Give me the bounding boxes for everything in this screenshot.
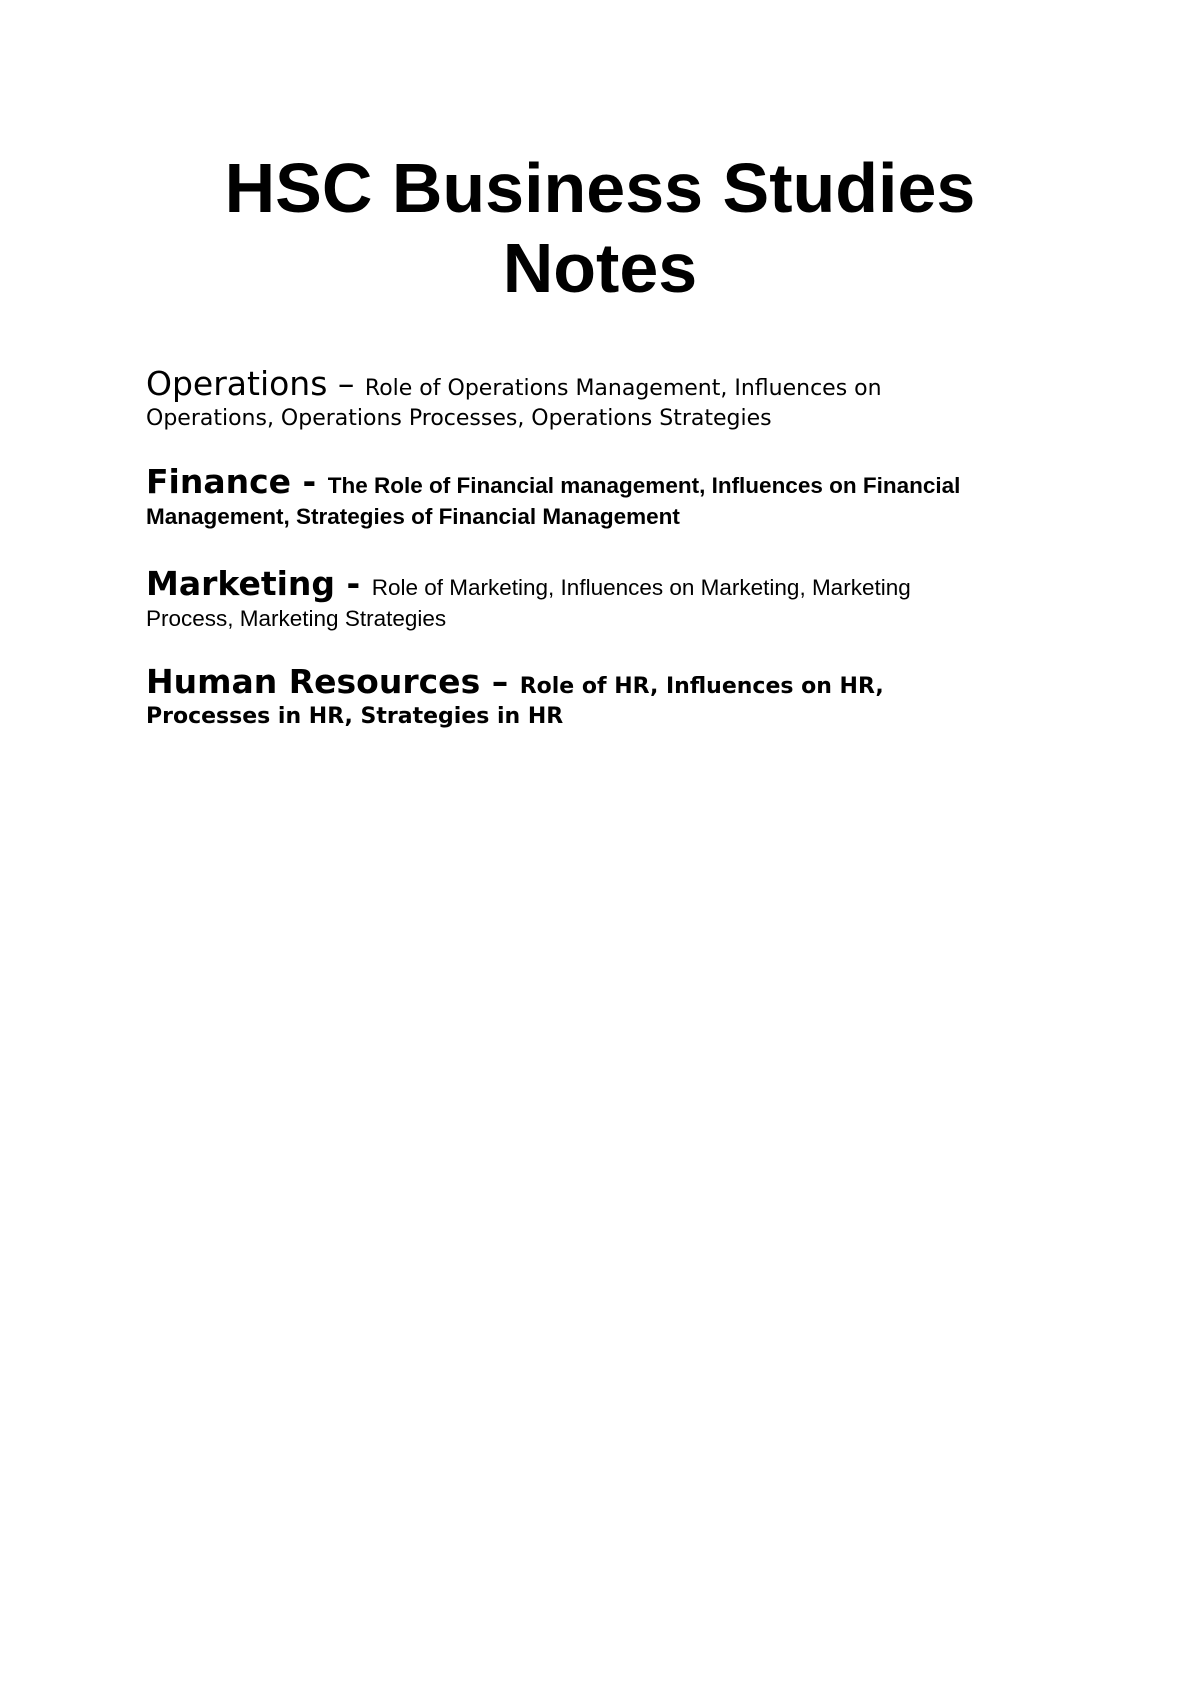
topic-marketing-summary: Role of Marketing, Influences on Marketing, Marketing <box>371 575 911 600</box>
topic-finance-line-1 <box>146 462 1046 502</box>
topic-marketing-line-2: Process, Marketing Strategies <box>146 606 447 631</box>
topic-human-resources-separator: – <box>480 662 520 701</box>
topic-operations-line-2: Operations, Operations Processes, Operations Strategies <box>146 406 772 431</box>
topic-human-resources <box>146 662 1046 732</box>
document-title-line-2: Notes <box>502 229 698 307</box>
topic-finance-line-2: Management, Strategies of Financial Management <box>146 504 680 529</box>
topic-finance <box>146 462 1046 532</box>
topic-human-resources-heading: Human Resources <box>146 662 481 701</box>
topic-finance-heading: Finance <box>146 462 292 501</box>
topic-marketing-line-1 <box>146 564 1046 604</box>
topic-operations-summary: Role of Operations Management, Influences on <box>364 376 882 401</box>
topic-marketing-separator: - <box>335 564 372 603</box>
document-title-line-1: HSC Business Studies <box>224 149 976 227</box>
topic-operations-separator: – <box>327 364 365 403</box>
topic-operations-heading: Operations <box>146 364 328 403</box>
topic-operations-line-1 <box>146 364 1046 404</box>
topic-marketing-heading: Marketing <box>146 564 336 603</box>
topic-human-resources-line-2: Processes in HR, Strategies in HR <box>146 704 564 729</box>
topic-human-resources-summary: Role of HR, Influences on HR, <box>519 674 884 699</box>
topic-human-resources-line-1 <box>146 662 1046 702</box>
topic-operations <box>146 364 1046 434</box>
topic-finance-separator: - <box>291 462 328 501</box>
topic-marketing <box>146 564 1046 634</box>
document-title <box>0 148 1200 308</box>
topic-finance-summary: The Role of Financial management, Influences on Financial <box>327 473 961 498</box>
